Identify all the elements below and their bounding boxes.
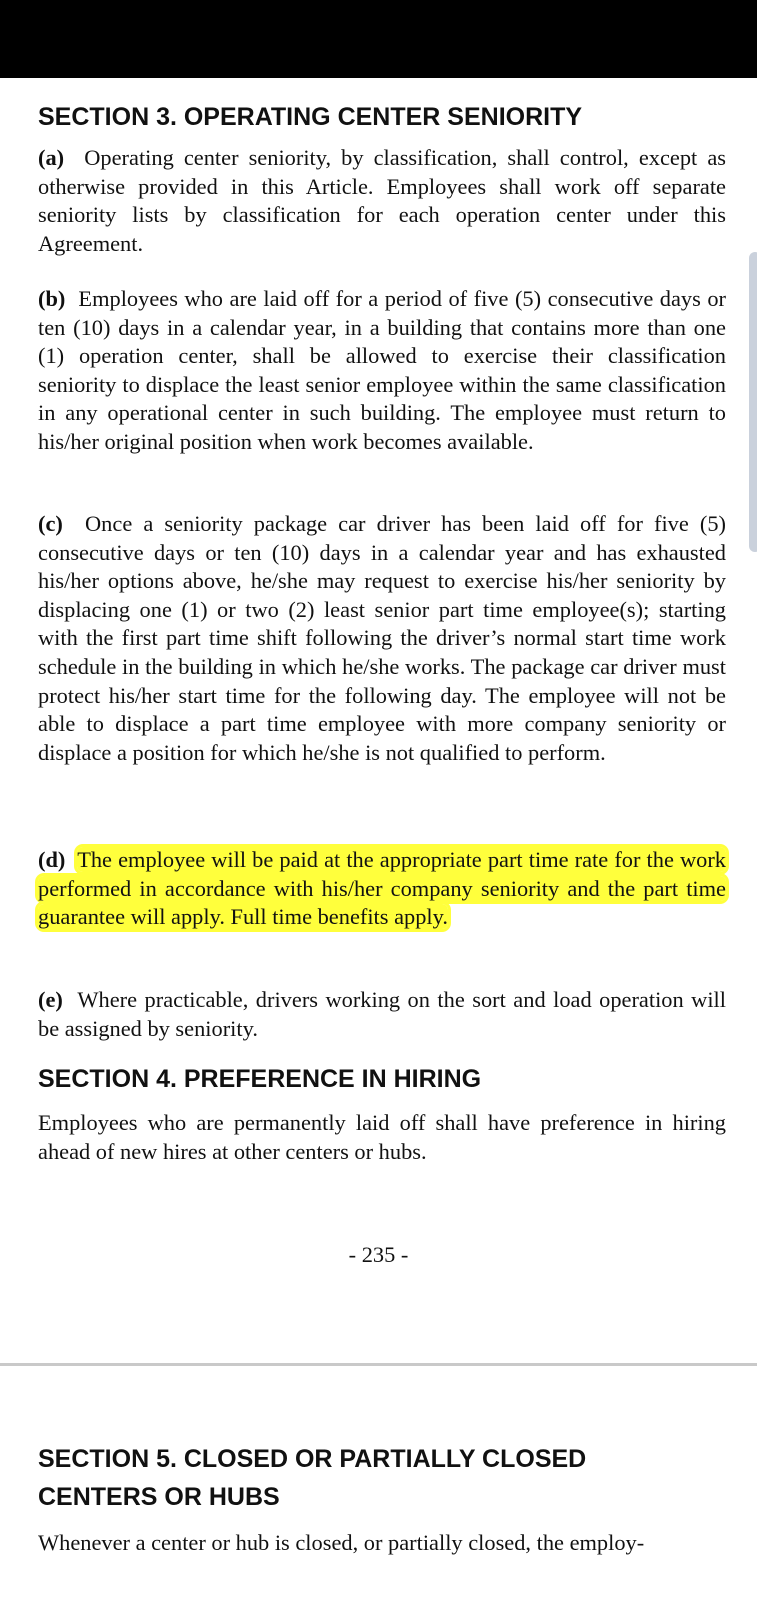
section-4-heading: SECTION 4. PREFERENCE IN HIRING bbox=[38, 1065, 482, 1093]
scrollbar-thumb[interactable] bbox=[749, 252, 757, 552]
section-3-heading: SECTION 3. OPERATING CENTER SENIORITY bbox=[38, 103, 583, 131]
paragraph-text: Once a seniority package car driver has been laid off for five (5) consecutive days or ten (10) days in a calendar year and has exhausted his/her options above, he/she may request to exercise his/her seniority by displacing one (1) or two (2) least senior part time employee(s); starting with the first part time shift following the driver’s normal start time work schedule in the building in which he/she works. The package car driver must protect his/her start time for the following day. The employee will not be able to displace a part time employee with more company seniority or displace a position for which he/she is not qualified to perform. bbox=[38, 511, 726, 765]
top-status-bar bbox=[0, 0, 757, 78]
highlighted-text[interactable]: The employee will be paid at the appropriate part time rate for the work performed in accordance with his/her company seniority and the part time guarantee will apply. Full time benefits apply. bbox=[38, 847, 727, 930]
section-5-text: Whenever a center or hub is closed, or partially closed, the employ- bbox=[38, 1530, 645, 1555]
section-5-heading-line-2: CENTERS OR HUBS bbox=[38, 1483, 280, 1511]
paragraph-c bbox=[38, 510, 726, 767]
paragraph-label: (a) bbox=[38, 145, 65, 170]
paragraph-label: (e) bbox=[38, 987, 63, 1012]
section-5-heading-line-1: SECTION 5. CLOSED OR PARTIALLY CLOSED bbox=[38, 1445, 587, 1473]
document-page bbox=[0, 78, 757, 1363]
paragraph-text: Employees who are laid off for a period of five (5) consecutive days or ten (10) days in a calendar year, in a building that contains more than one (1) operation center, shall be allowed to exercise their classification seniority to displace the least senior employee within the same classification in any operational center in such building. The employee must return to his/her original position when work becomes available. bbox=[38, 286, 726, 454]
paragraph-text: Operating center seniority, by classification, shall control, except as otherwise provided in this Article. Employees shall work off separate seniority lists by classification for each operation center under this Agreement. bbox=[38, 145, 726, 256]
page-divider bbox=[0, 1363, 757, 1366]
paragraph-a bbox=[38, 144, 726, 258]
paragraph-label: (c) bbox=[38, 511, 63, 536]
section-4-text: Employees who are permanently laid off shall have preference in hiring ahead of new hires at other centers or hubs. bbox=[38, 1110, 726, 1164]
paragraph-e bbox=[38, 986, 726, 1043]
paragraph-text: Where practicable, drivers working on the sort and load operation will be assigned by seniority. bbox=[38, 987, 726, 1041]
paragraph-d bbox=[38, 846, 726, 932]
paragraph-label: (b) bbox=[38, 286, 66, 311]
paragraph-b bbox=[38, 285, 726, 457]
paragraph-label: (d) bbox=[38, 847, 66, 872]
next-document-page bbox=[0, 1372, 757, 1600]
page-number: - 235 - bbox=[348, 1242, 409, 1267]
